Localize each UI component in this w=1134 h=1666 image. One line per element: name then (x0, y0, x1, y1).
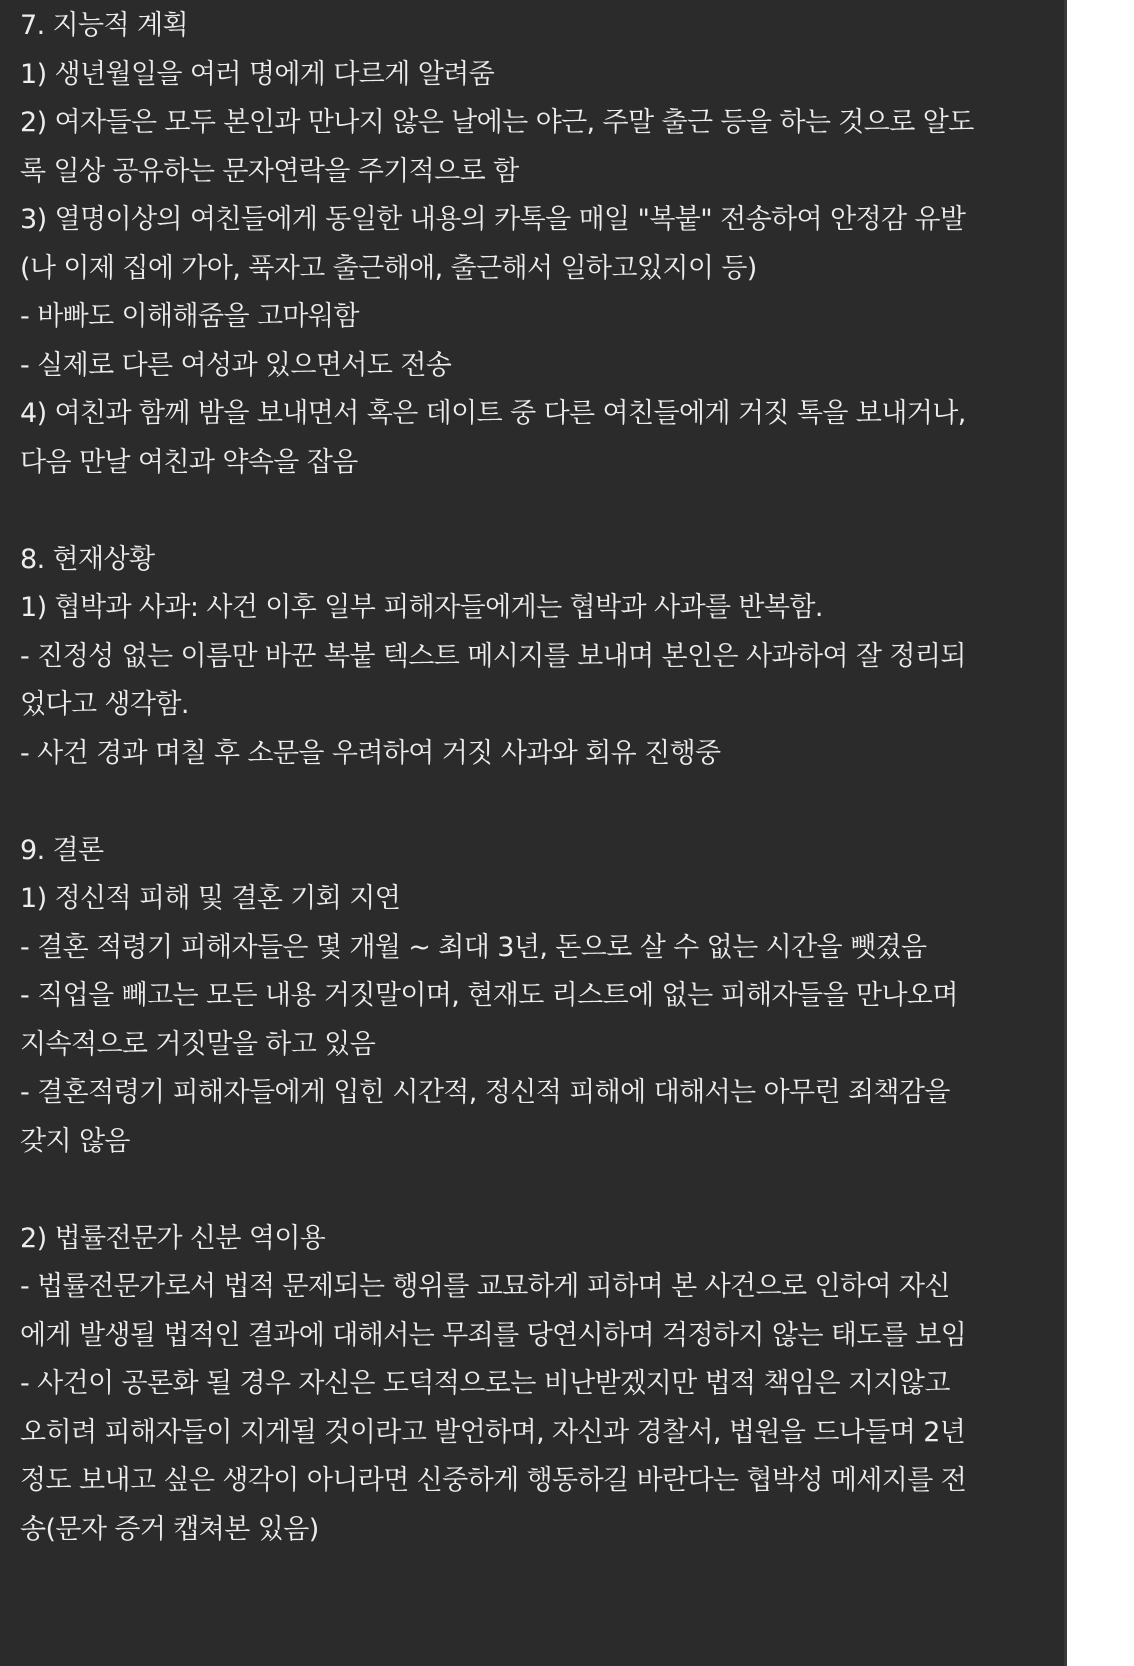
text-line: 지속적으로 거짓말을 하고 있음 (20, 1028, 376, 1060)
blank-line (20, 487, 1050, 536)
text-line: - 직업을 빼고는 모든 내용 거짓말이며, 현재도 리스트에 없는 피해자들을 만나오며 (20, 980, 958, 1011)
section-7 (20, 2, 1050, 487)
text-line: 1) 협박과 사과: 사건 이후 일부 피해자들에게는 협박과 사과를 반복함. (20, 592, 823, 623)
text-line: - 사건이 공론화 될 경우 자신은 도덕적으로는 비난받겠지만 법적 책임은 지지않고 (20, 1368, 950, 1399)
text-line: 갖지 않음 (20, 1125, 130, 1157)
text-line: 송(문자 증거 캡쳐본 있음) (20, 1513, 319, 1545)
text-line: 1) 생년월일을 여러 명에게 다르게 알려줌 (20, 58, 495, 90)
section-9 (20, 827, 1050, 1167)
section-heading: 9. 결론 (20, 834, 104, 866)
text-line: 오히려 피해자들이 지게될 것이라고 발언하며, 자신과 경찰서, 법원을 드나들며 2년 (20, 1416, 966, 1448)
text-line: - 결혼 적령기 피해자들은 몇 개월 ~ 최대 3년, 돈으로 살 수 없는 시간을 뺏겼음 (20, 931, 927, 963)
blank-line (20, 778, 1050, 827)
text-line: 다음 만날 여친과 약속을 잡음 (20, 446, 358, 478)
section-8 (20, 536, 1050, 779)
section-heading: 8. 현재상황 (20, 543, 155, 575)
text-line: - 법률전문가로서 법적 문제되는 행위를 교묘하게 피하며 본 사건으로 인하여 자신 (20, 1271, 950, 1302)
text-line: - 사건 경과 며칠 후 소문을 우려하여 거짓 사과와 회유 진행중 (20, 737, 721, 769)
text-line: - 바빠도 이해해줌을 고마워함 (20, 301, 359, 332)
text-line: 었다고 생각함. (20, 689, 189, 720)
text-line: (나 이제 집에 가아, 푹자고 출근해애, 출근해서 일하고있지이 등) (20, 252, 757, 284)
text-line: 2) 여자들은 모두 본인과 만나지 않은 날에는 야근, 주말 출근 등을 하는 것으로 알도 (20, 107, 974, 138)
blank-line (20, 1166, 1050, 1215)
text-line: - 실제로 다른 여성과 있으면서도 전송 (20, 349, 452, 381)
text-line: 록 일상 공유하는 문자연락을 주기적으로 함 (20, 155, 519, 187)
section-heading: 7. 지능적 계획 (20, 10, 188, 41)
section-heading: 2) 법률전문가 신분 역이용 (20, 1222, 326, 1254)
text-line: 3) 열명이상의 여친들에게 동일한 내용의 카톡을 매일 "복붙" 전송하여 안정감 유발 (20, 204, 966, 235)
subsection-legal-expert (20, 1215, 1050, 1555)
document-text (20, 2, 1050, 1554)
text-line: - 진정성 없는 이름만 바꾼 복붙 텍스트 메시지를 보내며 본인은 사과하여 잘 정리되 (20, 640, 966, 672)
text-line: 4) 여친과 함께 밤을 보내면서 혹은 데이트 중 다른 여친들에게 거짓 톡을 보내거나, (20, 398, 966, 429)
text-line: 에게 발생될 법적인 결과에 대해서는 무죄를 당연시하며 걱정하지 않는 태도를 보임 (20, 1319, 967, 1351)
text-line: - 결혼적령기 피해자들에게 입힌 시간적, 정신적 피해에 대해서는 아무런 죄책감을 (20, 1077, 950, 1108)
text-line: 정도 보내고 싶은 생각이 아니라면 신중하게 행동하길 바란다는 협박성 메세지를 전 (20, 1465, 967, 1496)
text-line: 1) 정신적 피해 및 결혼 기회 지연 (20, 883, 401, 914)
